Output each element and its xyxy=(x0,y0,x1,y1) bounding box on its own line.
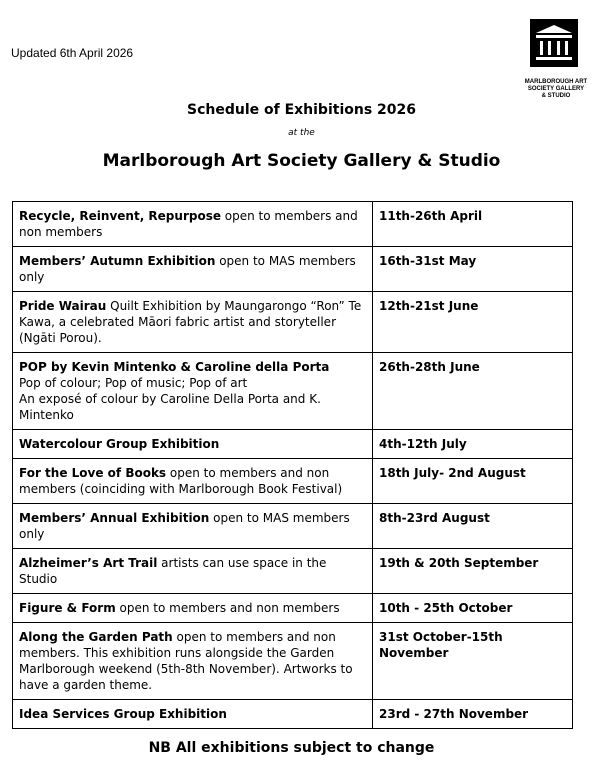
exhibition-description: Quilt Exhibition by Maungarongo “Ron” Te Kawa, a celebrated Māori fabric artist and storyteller (Ngāti Porou). xyxy=(19,299,362,345)
exhibition-description: open to members and non members xyxy=(19,209,358,239)
at-the-text: at the xyxy=(288,128,315,138)
table-row xyxy=(13,623,573,700)
exhibition-cell xyxy=(13,700,373,729)
exhibition-name: Recycle, Reinvent, Repurpose xyxy=(19,209,221,223)
exhibition-cell xyxy=(13,504,373,549)
exhibition-description-line: An exposé of colour by Caroline Della Porta and K. Mintenko xyxy=(19,392,321,422)
exhibition-description: open to MAS members only xyxy=(19,511,350,541)
exhibition-description: open to members and non members xyxy=(115,601,340,615)
table-row xyxy=(13,292,573,353)
society-logo xyxy=(520,19,600,100)
exhibition-dates: 23rd - 27th November xyxy=(373,700,573,729)
exhibition-cell xyxy=(13,594,373,623)
table-row xyxy=(13,247,573,292)
exhibition-dates: 10th - 25th October xyxy=(373,594,573,623)
exhibition-name: Along the Garden Path xyxy=(19,630,173,644)
exhibition-dates: 31st October-15th November xyxy=(373,623,573,700)
exhibition-dates: 26th-28th June xyxy=(373,353,573,430)
footer-note: NB All exhibitions subject to change xyxy=(148,740,435,756)
exhibition-description: artists can use space in the Studio xyxy=(19,556,327,586)
table-row xyxy=(13,353,573,430)
table-row xyxy=(13,202,573,247)
table-row xyxy=(13,549,573,594)
exhibition-name: Members’ Autumn Exhibition xyxy=(19,254,216,268)
table-row xyxy=(13,459,573,504)
exhibition-name: Members’ Annual Exhibition xyxy=(19,511,210,525)
table-row xyxy=(13,700,573,729)
exhibition-cell xyxy=(13,623,373,700)
exhibition-name: Figure & Form xyxy=(19,601,116,615)
table-row xyxy=(13,504,573,549)
exhibition-description-line: Pop of colour; Pop of music; Pop of art xyxy=(19,376,248,390)
table-row xyxy=(13,594,573,623)
exhibition-dates: 12th-21st June xyxy=(373,292,573,353)
schedule-title: Schedule of Exhibitions 2026 xyxy=(186,102,416,118)
gallery-building-icon xyxy=(530,19,578,67)
exhibition-name: For the Love of Books xyxy=(19,466,167,480)
exhibition-cell xyxy=(13,247,373,292)
exhibition-name: Idea Services Group Exhibition xyxy=(19,707,227,721)
exhibition-description: open to members and non members. This exhibition runs alongside the Garden Marlborough weekend (5th-8th November). Artworks to have a garden theme. xyxy=(19,630,353,692)
exhibition-description: open to MAS members only xyxy=(19,254,356,284)
exhibition-cell xyxy=(13,430,373,459)
exhibition-cell xyxy=(13,353,373,430)
exhibition-cell xyxy=(13,549,373,594)
exhibition-name: Watercolour Group Exhibition xyxy=(19,437,220,451)
table-row xyxy=(13,430,573,459)
logo-caption: MARLBOROUGH ART SOCIETY GALLERY & STUDIO xyxy=(524,79,588,99)
exhibition-dates: 11th-26th April xyxy=(373,202,573,247)
exhibition-dates: 8th-23rd August xyxy=(373,504,573,549)
exhibition-dates: 4th-12th July xyxy=(373,430,573,459)
exhibitions-table xyxy=(12,201,573,729)
exhibition-cell xyxy=(13,292,373,353)
exhibition-cell xyxy=(13,202,373,247)
exhibition-cell xyxy=(13,459,373,504)
exhibition-name: Alzheimer’s Art Trail xyxy=(19,556,158,570)
exhibition-name: POP by Kevin Mintenko & Caroline della Porta xyxy=(19,360,330,374)
exhibition-description: open to members and non members (coinciding with Marlborough Book Festival) xyxy=(19,466,343,496)
exhibition-dates: 19th & 20th September xyxy=(373,549,573,594)
venue-title: Marlborough Art Society Gallery & Studio xyxy=(102,151,501,171)
exhibition-dates: 18th July- 2nd August xyxy=(373,459,573,504)
updated-date: Updated 6th April 2026 xyxy=(11,46,134,60)
exhibition-dates: 16th-31st May xyxy=(373,247,573,292)
exhibition-name: Pride Wairau xyxy=(19,299,107,313)
